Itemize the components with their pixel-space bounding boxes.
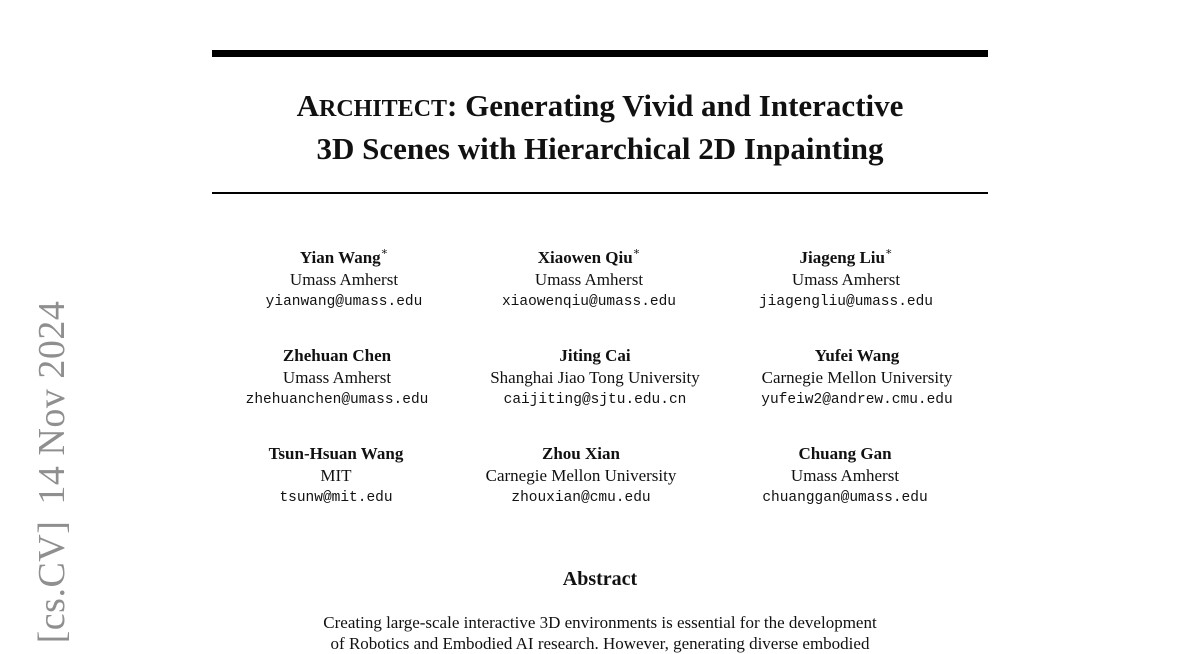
- arxiv-category: [cs.CV]: [31, 520, 73, 644]
- author-email[interactable]: yufeiw2@andrew.cmu.edu: [761, 392, 953, 408]
- author-name: Zhou Xian: [542, 444, 620, 463]
- author-block: [459, 247, 719, 313]
- author-block: [727, 345, 987, 411]
- equal-contribution-mark: ∗: [380, 246, 389, 259]
- author-affiliation: Umass Amherst: [791, 270, 901, 289]
- author-block: [716, 247, 976, 313]
- author-email[interactable]: zhehuanchen@umass.edu: [245, 392, 429, 408]
- author-email[interactable]: chuanggan@umass.edu: [762, 490, 928, 506]
- author-affiliation: Umass Amherst: [790, 466, 900, 485]
- author-affiliation: Carnegie Mellon University: [761, 368, 953, 387]
- author-affiliation: Umass Amherst: [534, 270, 644, 289]
- author-email[interactable]: zhouxian@cmu.edu: [511, 490, 651, 506]
- equal-contribution-mark: ∗: [632, 246, 641, 259]
- abstract-line: Creating large-scale interactive 3D environments is essential for the development: [323, 613, 877, 632]
- author-name: Zhehuan Chen: [282, 346, 392, 365]
- author-block: [465, 345, 725, 411]
- author-email[interactable]: xiaowenqiu@umass.edu: [501, 294, 677, 310]
- author-email[interactable]: yianwang@umass.edu: [265, 294, 423, 310]
- title-line2: 3D Scenes with Hierarchical 2D Inpainting: [316, 131, 884, 166]
- title-bottom-rule: [212, 192, 988, 194]
- title-top-rule: [212, 50, 988, 57]
- author-name: Xiaowen Qiu∗: [537, 246, 641, 267]
- author-affiliation: Carnegie Mellon University: [485, 466, 677, 485]
- abstract-heading: Abstract: [562, 568, 638, 590]
- equal-contribution-mark: ∗: [885, 246, 893, 259]
- title-system-initial: A: [296, 88, 319, 123]
- author-name: Yian Wang∗: [299, 246, 389, 267]
- author-name: Tsun-Hsuan Wang: [268, 444, 404, 463]
- author-block: [206, 443, 466, 509]
- author-block: [214, 247, 474, 313]
- author-affiliation: Shanghai Jiao Tong University: [490, 368, 700, 387]
- title-line1-rest: : Generating Vivid and Interactive: [447, 88, 904, 123]
- author-email[interactable]: jiagengliu@umass.edu: [758, 294, 934, 310]
- author-name: Jiting Cai: [559, 346, 631, 365]
- author-name: Jiageng Liu∗: [799, 246, 893, 267]
- author-block: [715, 443, 975, 509]
- abstract-line: of Robotics and Embodied AI research. However, generating diverse embodied: [330, 634, 870, 653]
- author-block: [451, 443, 711, 509]
- arxiv-date: 14 Nov 2024: [31, 300, 73, 505]
- author-affiliation: MIT: [320, 466, 352, 485]
- author-block: [207, 345, 467, 411]
- author-affiliation: Umass Amherst: [289, 270, 399, 289]
- author-name: Yufei Wang: [814, 346, 900, 365]
- author-name: Chuang Gan: [798, 444, 892, 463]
- author-email[interactable]: tsunw@mit.edu: [279, 490, 393, 506]
- paper-title: [212, 86, 988, 169]
- author-email[interactable]: caijiting@sjtu.edu.cn: [503, 392, 687, 408]
- title-system-rest: RCHITECT: [319, 96, 448, 122]
- author-affiliation: Umass Amherst: [282, 368, 392, 387]
- arxiv-stamp: [30, 301, 74, 644]
